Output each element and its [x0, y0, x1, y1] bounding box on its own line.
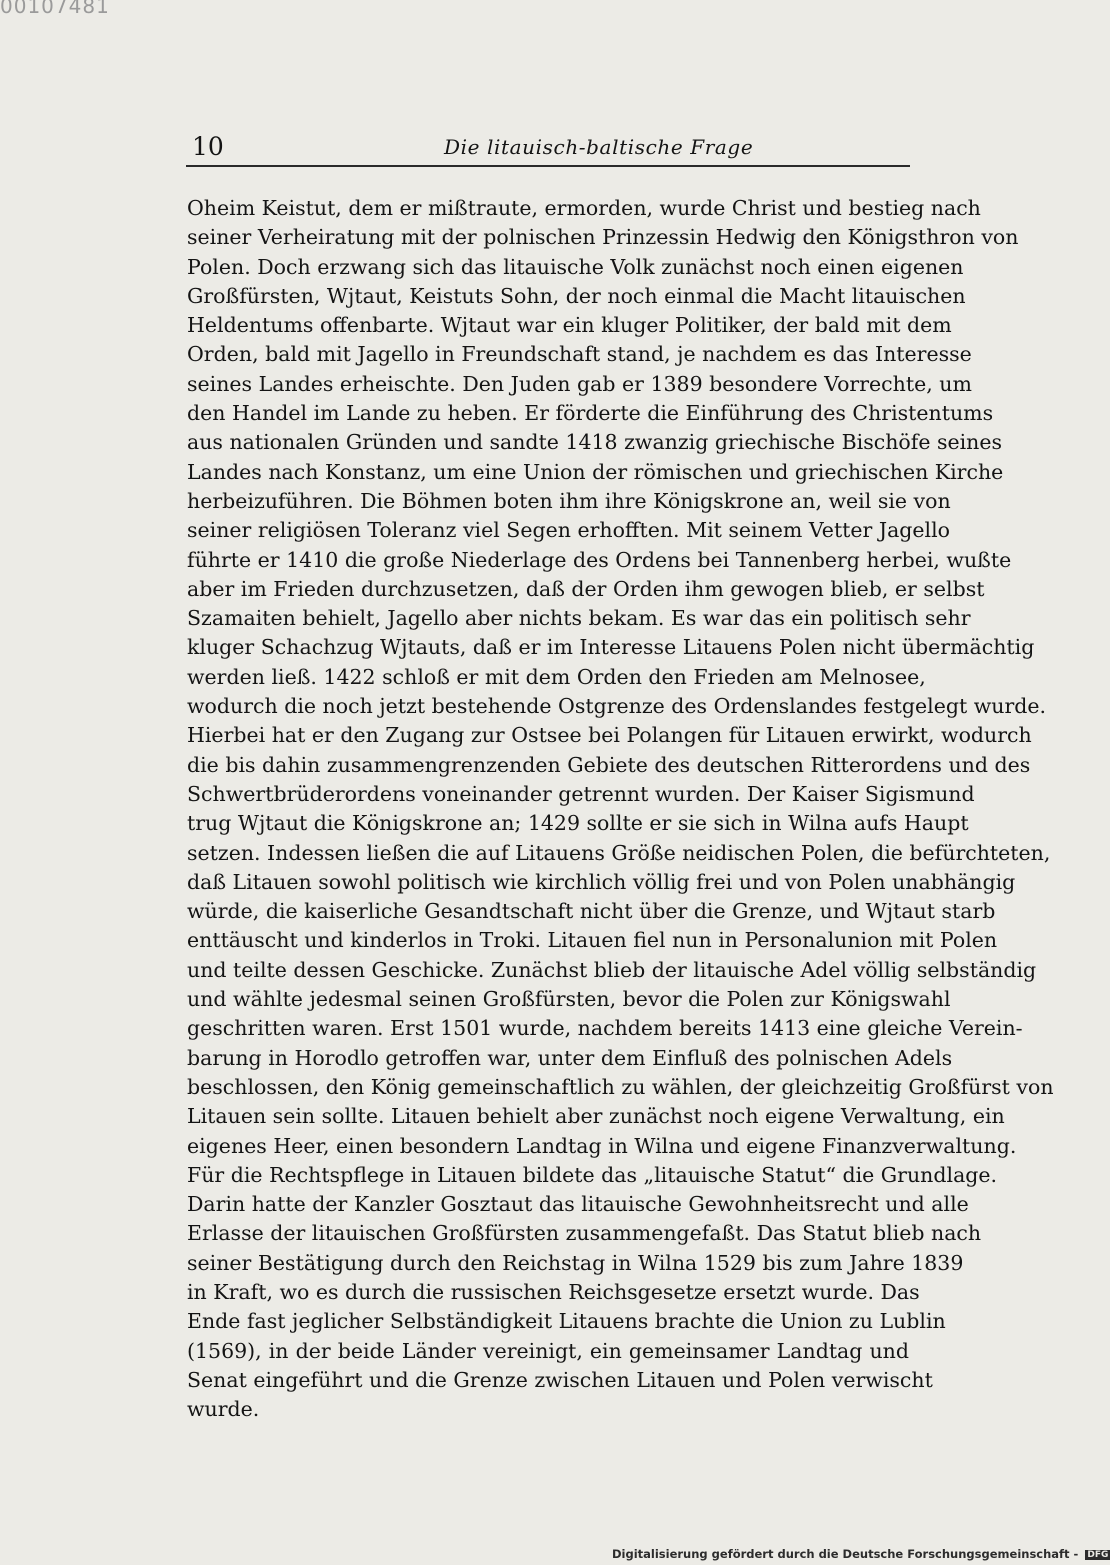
text-line: seines Landes erheischte. Den Juden gab er 1389 besondere Vorrechte, um [187, 371, 972, 396]
text-line: trug Wjtaut die Königskrone an; 1429 sollte er sie sich in Wilna aufs Haupt [187, 811, 969, 836]
running-head: Die litauisch-baltische Frage [444, 135, 754, 159]
text-line: aber im Frieden durchzusetzen, daß der Orden ihm gewogen blieb, er selbst [187, 576, 985, 601]
text-line: werden ließ. 1422 schloß er mit dem Orden den Frieden am Melnosee, [187, 664, 926, 689]
text-line: und teilte dessen Geschicke. Zunächst blieb der litauische Adel völlig selbständig [187, 957, 1037, 982]
text-line: Senat eingeführt und die Grenze zwischen Litauen und Polen verwischt [187, 1367, 933, 1392]
text-line: wodurch die noch jetzt bestehende Ostgrenze des Ordenslandes festgelegt wurde. [187, 694, 1047, 719]
document-id: 00107481 [0, 0, 110, 18]
footer-text: Digitalisierung gefördert durch die Deutsche Forschungsgemeinschaft - [612, 1547, 1079, 1561]
text-line: Für die Rechtspflege in Litauen bildete das „litauische Statut“ die Grundlage. [187, 1162, 998, 1187]
text-line: kluger Schachzug Wjtauts, daß er im Interesse Litauens Polen nicht übermächtig [187, 635, 1035, 660]
text-line: Darin hatte der Kanzler Gosztaut das litauische Gewohnheitsrecht und alle [187, 1192, 969, 1217]
text-line: Litauen sein sollte. Litauen behielt aber zunächst noch eigene Verwaltung, ein [187, 1104, 1005, 1129]
text-line: daß Litauen sowohl politisch wie kirchlich völlig frei und von Polen unabhängig [187, 869, 1016, 894]
text-line: Landes nach Konstanz, um eine Union der römischen und griechischen Kirche [187, 459, 1004, 484]
text-line: aus nationalen Gründen und sandte 1418 zwanzig griechische Bischöfe seines [187, 430, 1003, 455]
text-line: Großfürsten, Wjtaut, Keistuts Sohn, der noch einmal die Macht litauischen [187, 283, 966, 308]
text-line: führte er 1410 die große Niederlage des Ordens bei Tannenberg herbei, wußte [187, 547, 1012, 572]
text-line: beschlossen, den König gemeinschaftlich zu wählen, der gleichzeitig Großfürst von [187, 1074, 1054, 1099]
text-line: Hierbei hat er den Zugang zur Ostsee bei Polangen für Litauen erwirkt, wodurch [187, 723, 1032, 748]
text-line: geschritten waren. Erst 1501 wurde, nachdem bereits 1413 eine gleiche Verein- [187, 1016, 1023, 1041]
text-line: setzen. Indessen ließen die auf Litauens Größe neidischen Polen, die befürchteten, [187, 840, 1051, 865]
text-line: barung in Horodlo getroffen war, unter dem Einfluß des polnischen Adels [187, 1045, 953, 1070]
text-line: seiner religiösen Toleranz viel Segen erhofften. Mit seinem Vetter Jagello [187, 518, 951, 543]
text-line: seiner Bestätigung durch den Reichstag in Wilna 1529 bis zum Jahre 1839 [187, 1250, 964, 1275]
text-line: und wählte jedesmal seinen Großfürsten, bevor die Polen zur Königswahl [187, 987, 951, 1012]
text-line: Polen. Doch erzwang sich das litauische Volk zunächst noch einen eigenen [187, 254, 964, 279]
text-line: die bis dahin zusammengrenzenden Gebiete des deutschen Ritterordens und des [187, 752, 1031, 777]
text-line: in Kraft, wo es durch die russischen Reichsgesetze ersetzt wurde. Das [187, 1279, 920, 1304]
text-line: Ende fast jeglicher Selbständigkeit Litauens brachte die Union zu Lublin [187, 1309, 946, 1334]
dfg-logo: DFG [1087, 1550, 1109, 1560]
body-text [187, 194, 1054, 1424]
text-line: den Handel im Lande zu heben. Er förderte die Einführung des Christentums [187, 401, 994, 426]
text-line: Heldentums offenbarte. Wjtaut war ein kluger Politiker, der bald mit dem [187, 313, 952, 338]
text-line: Erlasse der litauischen Großfürsten zusammengefaßt. Das Statut blieb nach [187, 1221, 982, 1246]
text-line: Oheim Keistut, dem er mißtraute, ermorden, wurde Christ und bestieg nach [187, 196, 981, 220]
text-line: Schwertbrüderordens voneinander getrennt wurden. Der Kaiser Sigismund [187, 781, 975, 806]
page-header [186, 132, 910, 166]
text-line: eigenes Heer, einen besondern Landtag in Wilna und eigene Finanzverwaltung. [187, 1133, 1017, 1158]
text-line: (1569), in der beide Länder vereinigt, ein gemeinsamer Landtag und [187, 1338, 909, 1363]
text-line: Orden, bald mit Jagello in Freundschaft stand, je nachdem es das Interesse [187, 342, 972, 367]
page-number: 10 [192, 132, 224, 161]
text-line: herbeizuführen. Die Böhmen boten ihm ihre Königskrone an, weil sie von [187, 488, 951, 513]
digitization-footer [612, 1547, 1110, 1561]
text-line: Szamaiten behielt, Jagello aber nichts bekam. Es war das ein politisch sehr [187, 606, 971, 631]
text-line: enttäuscht und kinderlos in Troki. Litauen fiel nun in Personalunion mit Polen [187, 928, 998, 953]
text-line: wurde. [187, 1397, 260, 1422]
text-line: würde, die kaiserliche Gesandtschaft nicht über die Grenze, und Wjtaut starb [187, 899, 996, 924]
text-line: seiner Verheiratung mit der polnischen Prinzessin Hedwig den Königsthron von [187, 225, 1019, 250]
header-rule [186, 165, 910, 167]
